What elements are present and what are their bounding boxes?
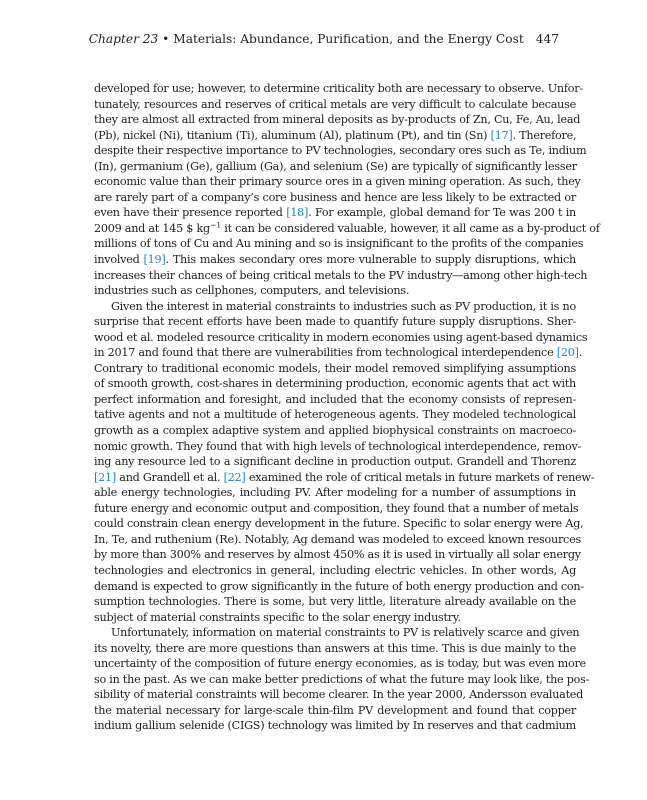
text-line [94,220,600,237]
text-line: millions of tons of Cu and Au mining and so is insignificant to the profits of the companies [94,237,584,251]
citation-link-21[interactable]: [21] [94,470,116,484]
text-line: indium gallium selenide (CIGS) technology was limited by In reserves and that cadmium [94,719,576,733]
citation-link-22[interactable]: [22] [223,470,246,484]
text-line: so in the past. As we can make better predictions of what the future may look like, the pos- [94,672,590,686]
running-header [0,31,559,47]
chapter-label: Chapter 23 [88,32,159,46]
text-line: they are almost all extracted from mineral deposits as by-products of Zn, Cu, Fe, Au, lead [94,113,581,127]
chapter-title: Materials: Abundance, Purification, and the Energy Cost [173,32,524,46]
header-bullet: • [158,32,174,46]
text-segment: even have their presence reported [94,206,283,220]
text-line: are rarely part of a company’s core business and hence are less likely to be extracted or [94,190,576,204]
text-line: industries such as cellphones, computers, and televisions. [94,284,410,298]
text-line: perfect information and foresight, and included that the economy consists of represen- [94,392,576,406]
text-line [94,470,595,486]
text-segment: . Therefore, [512,128,577,142]
body-text [94,81,600,734]
page-number: 447 [535,32,559,46]
text-line: uncertainty of the composition of future energy economies, as is today, but was even more [94,657,586,671]
text-line: technologies and electronics in general, including electric vehicles. In other words, Ag [94,563,576,577]
text-line: nomic growth. They found that with high levels of technological interdependence, remov- [94,439,582,453]
text-segment: 2009 and at 145 [94,221,183,235]
text-line: growth as a complex adaptive system and applied biophysical constraints on macroeco- [94,424,576,438]
text-segment: involved [94,253,140,267]
text-line: Contrary to traditional economic models, their model removed simplifying assumptions [94,361,576,375]
text-line: future energy and economic output and composition, they found that a number of metals [94,501,579,515]
text-line: surprise that recent efforts have been made to quantify future supply disruptions. Sher- [94,315,576,329]
text-segment: . This makes secondary ores more vulnerable to supply disruptions, which [165,253,576,267]
text-line: In, Te, and ruthenium (Re). Notably, Ag demand was modeled to exceed known resources [94,532,581,546]
text-line [94,345,583,361]
text-segment: . For example, global demand for Te was 200 t in [308,206,576,220]
text-line: tative agents and not a multitude of heterogeneous agents. They modeled technological [94,408,576,422]
text-line: the material necessary for large-scale thin-film PV development and found that copper [94,703,576,717]
citation-link-17[interactable]: [17] [490,128,513,142]
text-line: its novelty, there are more questions than answers at this time. This is due mainly to the [94,641,576,655]
paragraph-1 [94,81,600,299]
text-segment: in 2017 and found that there are vulnerabilities from technological interdependence [94,346,554,360]
unit-text: $ kg [186,221,210,235]
text-line: by more than 300% and reserves by almost 450% as it is used in virtually all solar energy [94,548,581,562]
text-line: wood et al. modeled resource criticality in modern economies using agent-based dynamics [94,330,588,344]
text-line: (In), germanium (Ge), gallium (Ga), and selenium (Se) are typically of significantly lesser [94,159,577,173]
text-line [94,205,576,221]
text-line: ing any resource led to a significant decline in production output. Grandell and Thorenz [94,455,576,469]
text-line: Unfortunately, information on material constraints to PV is relatively scarce and given [111,626,580,640]
text-line: sumption technologies. There is some, but very little, literature already available on the [94,595,576,609]
text-line: Given the interest in material constraints to industries such as PV production, it is no [111,299,576,313]
text-segment: it can be considered valuable, however, it all came as a by-product of [224,221,600,235]
text-line: developed for use; however, to determine criticality both are necessary to observe. Unfor- [94,82,583,95]
text-line: of smooth growth, cost-shares in determining production, economic agents that act with [94,377,576,391]
citation-link-19[interactable]: [19] [143,253,166,267]
citation-link-20[interactable]: [20] [556,346,579,360]
text-segment: . [578,346,583,360]
text-segment: (Pb), nickel (Ni), titanium (Ti), aluminum (Al), platinum (Pt), and tin (Sn) [94,128,488,142]
paragraph-3 [94,625,590,734]
paragraph-2 [94,299,595,625]
text-line [94,252,576,268]
text-line: despite their respective importance to PV technologies, secondary ores such as Te, indium [94,144,587,158]
unit-exponent: −1 [209,220,221,230]
citation-link-18[interactable]: [18] [286,206,309,220]
text-line: sibility of material constraints will become clearer. In the year 2000, Andersson evaluated [94,688,584,702]
text-line: demand is expected to grow significantly in the future of both energy production and con- [94,579,584,593]
text-segment: examined the role of critical metals in future markets of renew- [248,470,595,484]
text-line: economic value than their primary source ores in a given mining operation. As such, they [94,175,581,189]
text-line [94,128,576,144]
text-line: increases their chances of being critical metals to the PV industry—among other high-tech [94,268,588,282]
text-line: tunately, resources and reserves of critical metals are very difficult to calculate because [94,97,576,111]
text-segment: and Grandell et al. [119,470,221,484]
text-line: subject of material constraints specific to the solar energy industry. [94,610,461,624]
text-line: could constrain clean energy development in the future. Specific to solar energy were Ag, [94,517,584,531]
text-line: able energy technologies, including PV. After modeling for a number of assumptions in [94,486,576,500]
